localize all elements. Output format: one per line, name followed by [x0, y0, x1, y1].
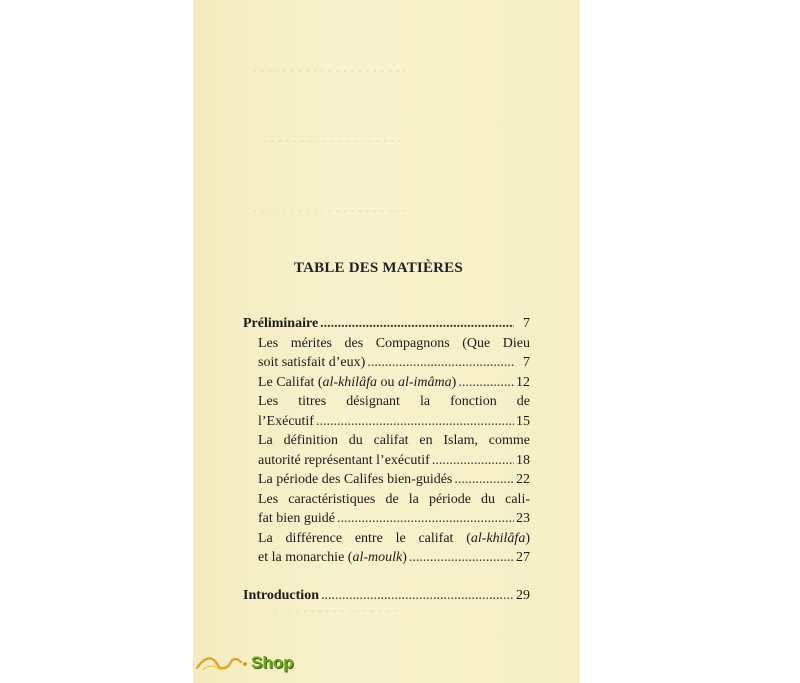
toc-entry-label-line: et la monarchie (al-moulk) [258, 550, 407, 565]
toc-entry-preliminaire [243, 314, 530, 334]
toc-entry-periode [243, 470, 530, 490]
show-through-decoration: . . . . . . . . . . . . . . . . . . . . . [253, 200, 407, 216]
toc-entry-label: Préliminaire [243, 316, 319, 331]
show-through-decoration: . . . . . . . . . . . . . . . . . . . . . [253, 60, 407, 76]
leader-dots [337, 509, 514, 529]
toc-entry-label-line: Les mérites des Compagnons (Que Dieu [258, 335, 530, 351]
toc-entry-label-line: fat bien guidé [258, 511, 335, 526]
toc-entry-page: 7 [523, 316, 530, 331]
toc-entry-label: Le Califat (al-khilâfa ou al-imâma) [258, 374, 457, 390]
leader-dots [320, 314, 514, 334]
toc-entry-page: 22 [516, 472, 530, 487]
leader-dots [367, 353, 514, 373]
toc-entry-caracteristiques [243, 490, 530, 529]
leader-dots [409, 548, 514, 568]
leader-dots [316, 412, 514, 432]
toc-entry-page: 15 [516, 413, 530, 429]
leader-dots [432, 451, 514, 471]
toc-entry-califat [243, 373, 530, 393]
toc-entry-label-line: soit satisfait d’eux) [258, 355, 366, 370]
toc-entry-page: 12 [516, 374, 530, 390]
toc-entry-merites [243, 334, 530, 373]
toc-entry-label-line: autorité représentant l’exécutif [258, 452, 430, 468]
toc-entry-page: 23 [516, 511, 530, 526]
shop-logo-text: Shop [251, 653, 294, 672]
toc-entry-label: La période des Califes bien-guidés [258, 472, 453, 487]
toc-entry-titres [243, 392, 530, 431]
toc-entry-label: Introduction [243, 587, 319, 603]
shop-logo [195, 648, 294, 678]
leader-dots [454, 470, 514, 490]
toc-title: TABLE DES MATIÈRES [294, 260, 463, 276]
leader-dots [321, 586, 514, 606]
toc-entry-label-line: La définition du califat en Islam, comme [258, 433, 530, 448]
toc-entry-definition [243, 431, 530, 470]
show-through-decoration: . . . . . . . . . . . . . . . . . . . [263, 130, 402, 146]
show-through-decoration: . . . . . . . . . . . . . . . . . [273, 600, 397, 616]
toc-entry-page: 7 [523, 355, 530, 370]
toc-entry-label-line: Les caractéristiques de la période du cali- [258, 491, 530, 507]
swirl-logo-icon [195, 652, 255, 674]
toc-entry-page: 18 [516, 452, 530, 468]
toc-entry-introduction [243, 586, 530, 606]
table-of-contents [243, 314, 530, 605]
toc-entry-label-line: La différence entre le califat (al-khilâfa) [258, 530, 530, 546]
leader-dots [458, 373, 514, 393]
toc-entry-page: 29 [516, 587, 530, 603]
toc-entry-label-line: Les titres désignant la fonction de [258, 394, 530, 409]
toc-entry-difference [243, 529, 530, 568]
toc-entry-label-line: l’Exécutif [258, 413, 314, 429]
toc-entry-page: 27 [516, 550, 530, 565]
